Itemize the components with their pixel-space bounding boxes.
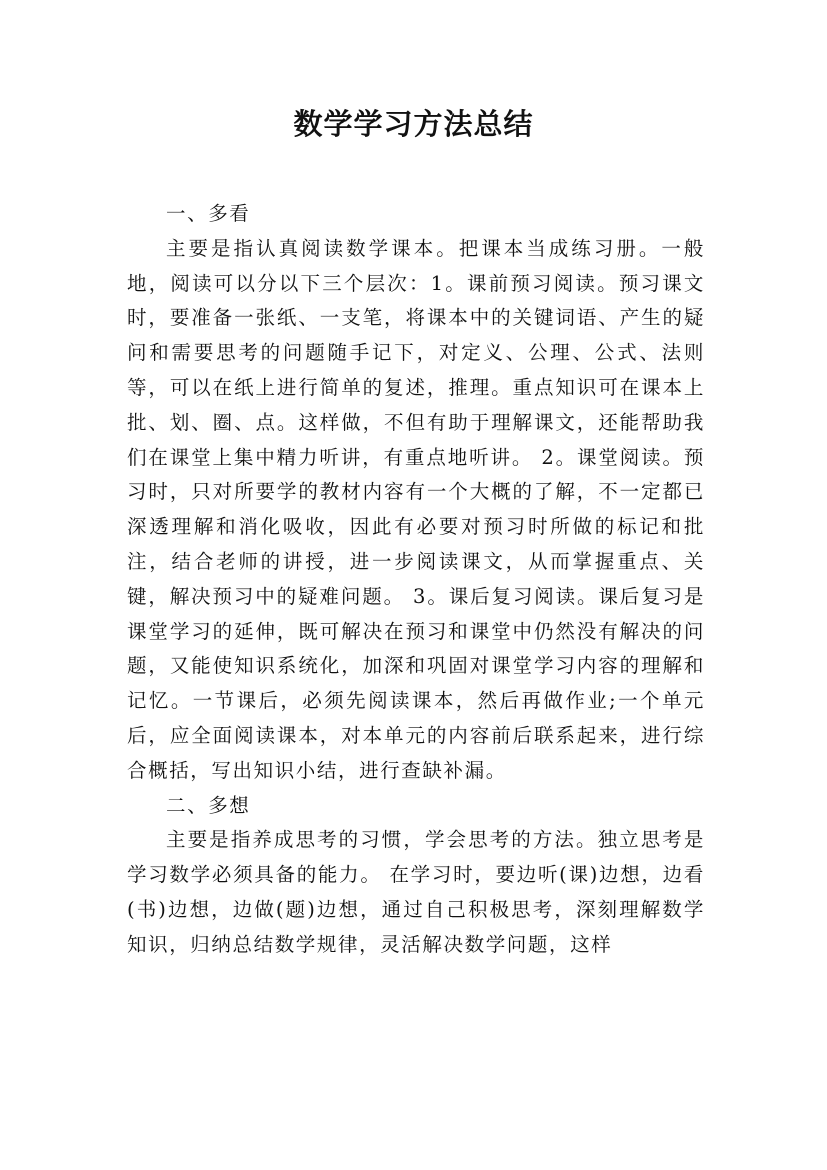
section-heading-think-more: 二、多想 [166, 793, 251, 817]
section-paragraph-think-more: 主要是指养成思考的习惯，学会思考的方法。独立思考是学习数学必须具备的能力。 在学习时，要边听(课)边想，边看(书)边想，边做(题)边想，通过自己积极思考，深刻理解数学知识，归纳总结数学规律，灵活解决数学问题，这样 [127, 828, 705, 956]
document-body [127, 197, 705, 963]
section-paragraph-look-more: 主要是指认真阅读数学课本。把课本当成练习册。一般地，阅读可以分以下三个层次：1。课前预习阅读。预习课文时，要准备一张纸、一支笔，将课本中的关键词语、产生的疑问和需要思考的问题随手记下，对定义、公理、公式、法则等，可以在纸上进行简单的复述，推理。重点知识可在课本上批、划、圈、点。这样做，不但有助于理解课文，还能帮助我们在课堂上集中精力听讲，有重点地听讲。 2。课堂阅读。预习时，只对所要学的教材内容有一个大概的了解，不一定都已深透理解和消化吸收，因此有必要对预习时所做的标记和批注，结合老师的讲授，进一步阅读课文，从而掌握重点、关键，解决预习中的疑难问题。 3。课后复习阅读。课后复习是课堂学习的延伸，既可解决在预习和课堂中仍然没有解决的问题，又能使知识系统化，加深和巩固对课堂学习内容的理解和记忆。一节课后，必须先阅读课本，然后再做作业;一个单元后，应全面阅读课本，对本单元的内容前后联系起来，进行综合概括，写出知识小结，进行查缺补漏。 [127, 236, 705, 782]
document-title: 数学学习方法总结 [293, 107, 534, 141]
section-heading-look-more: 一、多看 [166, 202, 251, 225]
